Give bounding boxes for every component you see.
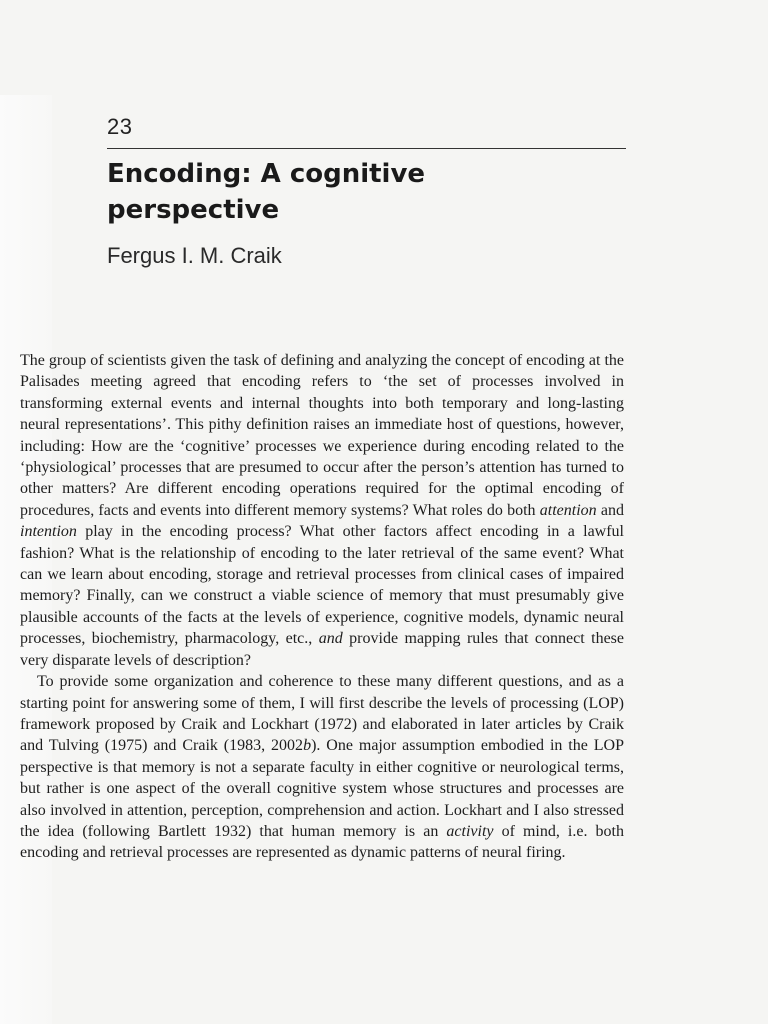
paragraph-2-text-b: ). One major assumption embodied in the LOP perspective is that memory is not a separate faculty in either cognitive or neurological terms, but rather is one aspect of the overall cognitive system whose structures and processes are also involved in attention, perception, comprehension and action. Lockhart and I also stressed the idea (following Bartlett 1932) that human memory is an — [20, 737, 624, 840]
paragraph-1-italic-intention: intention — [20, 523, 77, 541]
chapter-title-line-1: Encoding: A cognitive — [107, 159, 426, 189]
paragraph-1-text-c: play in the encoding process? What other factors affect encoding in a lawful fashion? What is the relationship of encoding to the later retrieval of the same event? What can we learn about encoding, storage and retrieval processes from clinical cases of impaired memory? Finally, can we construct a viable science of memory that must presumably give plausible accounts of the facts at the levels of experience, cognitive models, dynamic neural processes, biochemistry, pharmacology, etc., — [20, 523, 624, 648]
paragraph-2 — [20, 671, 624, 864]
paragraph-1-italic-and: and — [318, 630, 343, 648]
chapter-title-line-2: perspective — [107, 195, 280, 225]
chapter-title — [107, 156, 627, 228]
paragraph-2-text-c: of mind, i.e. both encoding and retrieval processes are represented as dynamic patterns of neural firing. — [20, 822, 624, 862]
paragraph-2-text-a: To provide some organization and coherence to these many different questions, and as a starting point for answering some of them, I will first describe the levels of processing (LOP) framework proposed by Craik and Lockhart (1972) and elaborated in later articles by Craik and Tulving (1975) and Craik (1983, 2002 — [20, 673, 624, 755]
chapter-author: Fergus I. M. Craik — [107, 243, 282, 268]
paragraph-2-italic-activity: activity — [446, 822, 494, 840]
paragraph-1-text-a: The group of scientists given the task of defining and analyzing the concept of encoding at the Palisades meeting agreed that encoding refers to ‘the set of processes involved in transforming external events and internal thoughts into both temporary and long-lasting neural representations’. This pithy definition raises an immediate host of questions, however, including: How are the ‘cognitive’ processes we experience during encoding related to the ‘physiological’ processes that are presumed to occur after the person’s attention has turned to other matters? Are different encoding operations required for the optimal encoding of procedures, facts and events into different memory systems? What roles do both — [20, 352, 624, 519]
body-text — [20, 350, 624, 864]
paragraph-2-italic-b: b — [303, 737, 312, 755]
chapter-divider-rule — [107, 148, 626, 149]
paragraph-1-text-b: and — [596, 501, 625, 519]
paragraph-1-text-d: provide mapping rules that connect these very disparate levels of description? — [20, 630, 624, 669]
chapter-number: 23 — [107, 114, 133, 139]
paragraph-1 — [20, 350, 624, 671]
paragraph-1-italic-attention: attention — [539, 501, 597, 519]
